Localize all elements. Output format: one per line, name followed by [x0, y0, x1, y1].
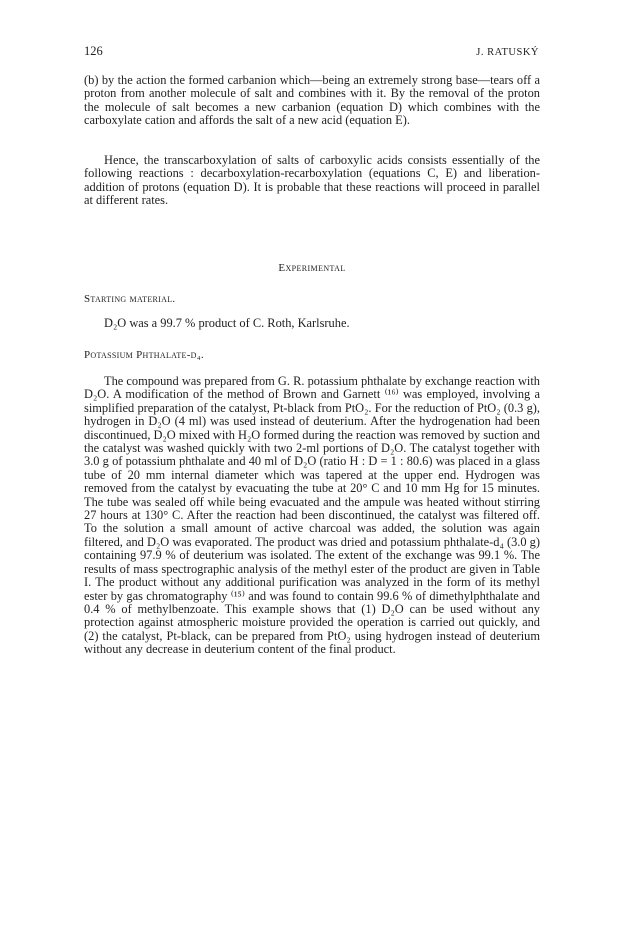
paragraph-starting-material: D₂O was a 99.7 % product of C. Roth, Karlsruhe.: [104, 316, 350, 330]
subheading-potassium-phthalate: Potassium Phthalate-d₄.: [84, 349, 204, 361]
page-number: 126: [84, 44, 103, 58]
paragraph-carbanion: (b) by the action the formed carbanion which—being an extremely strong base—tears off a proton from another molecule of salt and combines with it. By the removal of the proton the molecule of salt becomes a new carbanion (equation D) which combines with the carboxylate cation and affords the salt of a new acid (equation E).: [84, 73, 540, 128]
paragraph-potassium-phthalate: The compound was prepared from G. R. potassium phthalate by exchange reaction with D₂O. A modification of the method of Brown and Garnett ⁽¹⁶⁾ was employed, involving a simplified preparation of the catalyst, Pt-black from PtO₂. For the reduction of PtO₂ (0.3 g), hydrogen in D₂O (4 ml) was used instead of deuterium. After the hydrogenation had been discontinued, D₂O mixed with H₂O formed during the reaction was removed by suction and the catalyst was washed quickly with two 2-ml portions of D₂O. The catalyst together with 3.0 g of potassium phthalate and 40 ml of D₂O (ratio H : D = 1 : 80.6) was placed in a glass tube of 20 mm internal diameter which was tapered at the upper end. Hydrogen was removed from the catalyst by evacuating the tube at 20° C and 10 mm Hg for 15 minutes. The tube was sealed off while being evacuated and the ampule was heated without stirring 27 hours at 130° C. After the reaction had been discontinued, the catalyst was filtered off. To the solution a small amount of active charcoal was added, the solution was again filtered, and D₂O was evaporated. The product was dried and potassium phthalate-d₄ (3.0 g) containing 97.9 % of deuterium was isolated. The extent of the exchange was 99.1 %. The results of mass spectrographic analysis of the methyl ester of the product are given in Table I. The product without any additional purification was analyzed in the form of its methyl ester by gas chromatography ⁽¹⁵⁾ and was found to contain 99.6 % of dimethylphthalate and 0.4 % of methylbenzoate. This example shows that (1) D₂O can be used without any protection against atmospheric moisture provided the operation is carried out quickly, and (2) the catalyst, Pt-black, can be prepared from PtO₂ using hydrogen instead of deuterium without any decrease in deuterium content of the final product.: [84, 374, 540, 657]
subheading-starting-material: Starting material.: [84, 293, 176, 305]
running-author: J. RATUSKÝ: [476, 47, 539, 58]
section-title-experimental: Experimental: [278, 262, 346, 274]
running-header: [84, 44, 539, 59]
paragraph-transcarboxylation: Hence, the transcarboxylation of salts of carboxylic acids consists essentially of the following reactions : decarboxylation-recarboxylation (equations C, E) and liberation-addition of protons (equation D). It is probable that these reactions will proceed in parallel at different rates.: [84, 153, 540, 208]
